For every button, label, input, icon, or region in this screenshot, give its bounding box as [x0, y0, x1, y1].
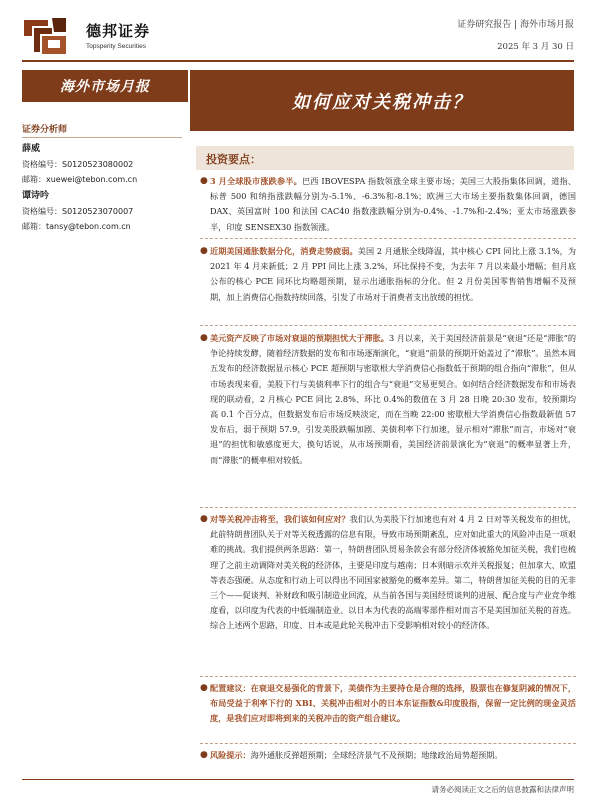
bullet-icon: ● — [200, 683, 208, 693]
footer-divider — [22, 779, 574, 780]
analyst-license: 资格编号：S0120523070007 — [22, 207, 134, 216]
key-point-lead: 近期美国通胀数据分化，消费走势疲弱。 — [210, 246, 358, 256]
analyst-email[interactable]: 邮箱：tansy@tebon.com.cn — [22, 222, 131, 231]
key-point-item — [200, 244, 576, 305]
analyst-license: 资格编号：S0120523080002 — [22, 160, 134, 169]
logo-chinese-name: 德邦证券 — [86, 22, 151, 40]
report-type: 证券研究报告 | 海外市场月报 — [457, 20, 574, 30]
analyst-card — [22, 142, 192, 187]
logo-english-name: Topsperity Securities — [86, 43, 146, 50]
key-point-lead: 配置建议： — [210, 683, 251, 693]
key-point-lead: 对等关税冲击将至，我们该如何应对？ — [210, 514, 350, 524]
key-point-text: 巴西 IBOVESPA 指数领涨全球主要市场；美国三大股指集体回调，道指、标普 500 和纳指涨跌幅分别为-5.1%、-6.3%和-8.1%；欧洲三大市场主要指数集体回调，德国 DAX、英国富时 100 和法国 CAC40 指数涨跌幅分别为-0.4%、-1.7%和-2.4%；亚太市场涨跌参半，印度 SENSEX30 指数领涨。 — [210, 176, 576, 232]
key-point-text: 美国 2 月通胀全线降温，其中核心 CPI 同比上涨 3.1%，为 2021 年 4 月来新低；2 月 PPI 同比上涨 3.2%，环比保持不变，为去年 7 月以来最小增幅；但月底公布的核心 PCE 同环比均略超预期，显示出通胀指标的分化。但 2 月份美国零售销售增幅不及预期，加上消费信心指数持续回落，引发了市场对于消费者支出放缓的担忧。 — [210, 246, 576, 302]
analyst-section-title: 证券分析师 — [22, 125, 68, 135]
key-point-lead: 风险提示： — [210, 750, 251, 760]
brand-logo — [22, 14, 162, 54]
key-point-lead: 3 月全球股市涨跌参半。 — [210, 176, 302, 186]
key-point-item — [200, 681, 576, 727]
item-divider — [200, 676, 576, 677]
key-point-item — [200, 174, 576, 235]
analyst-email[interactable]: 邮箱：xuewei@tebon.com.cn — [22, 175, 138, 184]
bullet-icon: ● — [200, 750, 208, 760]
key-points-header — [196, 146, 574, 170]
footer-disclaimer: 请务必阅读正文之后的信息披露和法律声明 — [431, 785, 574, 794]
company-logo-icon — [22, 16, 68, 56]
key-point-item — [200, 331, 576, 468]
bullet-icon: ● — [200, 514, 208, 524]
analyst-name: 薛威 — [22, 144, 41, 154]
key-point-text: 3 月以来，关于美国经济前景是“衰退”还是“滞胀”的争论持续发酵，随着经济数据的发布和市场逐渐演化，“衰退”前景的预期开始盖过了“滞胀”。虽然本周五发布的经济数据显示核心 PCE 超预期与密歇根大学消费信心指数低于预期的组合指向“滞胀”，但从市场表现来看，美股下行与美债利率下行的组合与“衰退”交易更契合。如何结合经济数据发布和市场表现的联动看，2 月核心 PCE 同比 2.8%、环比 0.4%的数值在 3 月 28 日晚 20:30 发布，较预期均高 0.1 个百分点，但数据发布后市场反映淡定，而在当晚 22:00 密歇根大学消费信心指数最新值 57 发布后，弱于预期 57.9，引发美股跌幅加剧、美债利率下行加速，显示相对“滞胀”而言，市场对“衰退”的担忧和敏感度更大，换句话说，从市场预期看，美国经济前景演化为“衰退”的概率显著上升，而“滞胀”的概率相对较低。 — [210, 333, 576, 465]
report-category: 海外市场月报 — [22, 70, 188, 102]
analyst-name: 谭诗吟 — [22, 191, 50, 201]
report-title: 如何应对关税冲击？ — [190, 70, 574, 131]
report-date: 2025 年 3 月 30 日 — [497, 42, 574, 52]
header-divider — [22, 60, 574, 62]
item-divider — [200, 238, 576, 239]
key-point-item — [200, 748, 576, 763]
key-point-text: 海外通胀反弹超预期；全球经济景气不及预期；地缘政治局势超预期。 — [250, 750, 503, 760]
bullet-icon: ● — [200, 246, 208, 256]
key-point-lead: 美元资产反映了市场对衰退的预期担忧大于滞胀。 — [210, 333, 389, 343]
item-divider — [200, 507, 576, 508]
key-point-text: 我们认为美股下行加速也有对 4 月 2 日对等关税发布的担忧，此前特朗普团队关于对等关税透露的信息有限，导致市场预期紊乱，应对如此重大的风险冲击是一项艰难的挑战。我们提供两条思路：第一，特朗普团队贸易条款会有部分经济体被豁免加征关税，我们也梳理了之前主动调降对美关税的经济体，主要是印度与越南；日本则暗示欢并关税报复；但加拿大、欧盟等表态强硬。从态度和行动上可以得出不同国家被豁免的概率差异。第二，特朗普加征关税的目的无非三个——促谈判、补财政和吸引制造业回流，从当前各国与美国经贸谈判的进展、配合度与产业竞争维度看，以印度为代表的中低端制造业、以日本为代表的高端零部件相对而言不是美国加征关税的首选。综合上述两个思路，印度、日本或是此轮关税冲击下受影响相对较小的经济体。 — [210, 514, 576, 631]
key-points-title: 投资要点： — [206, 153, 261, 166]
bullet-icon: ● — [200, 333, 208, 343]
key-point-item — [200, 512, 576, 634]
item-divider — [200, 743, 576, 744]
item-divider — [200, 325, 576, 326]
key-point-highlight: 在衰退交易强化的背景下，美债作为主要持仓是合理的选择，股票也在修复阴减的情况下，布局受益于利率下行的 XBI、关税冲击相对小的日本东证指数&印度股指，保留一定比例的现金灵活度，是我们应对即将到来的关税冲击的资产组合建议。 — [210, 683, 576, 724]
analyst-card — [22, 189, 192, 234]
analyst-divider — [22, 137, 182, 138]
bullet-icon: ● — [200, 176, 208, 186]
